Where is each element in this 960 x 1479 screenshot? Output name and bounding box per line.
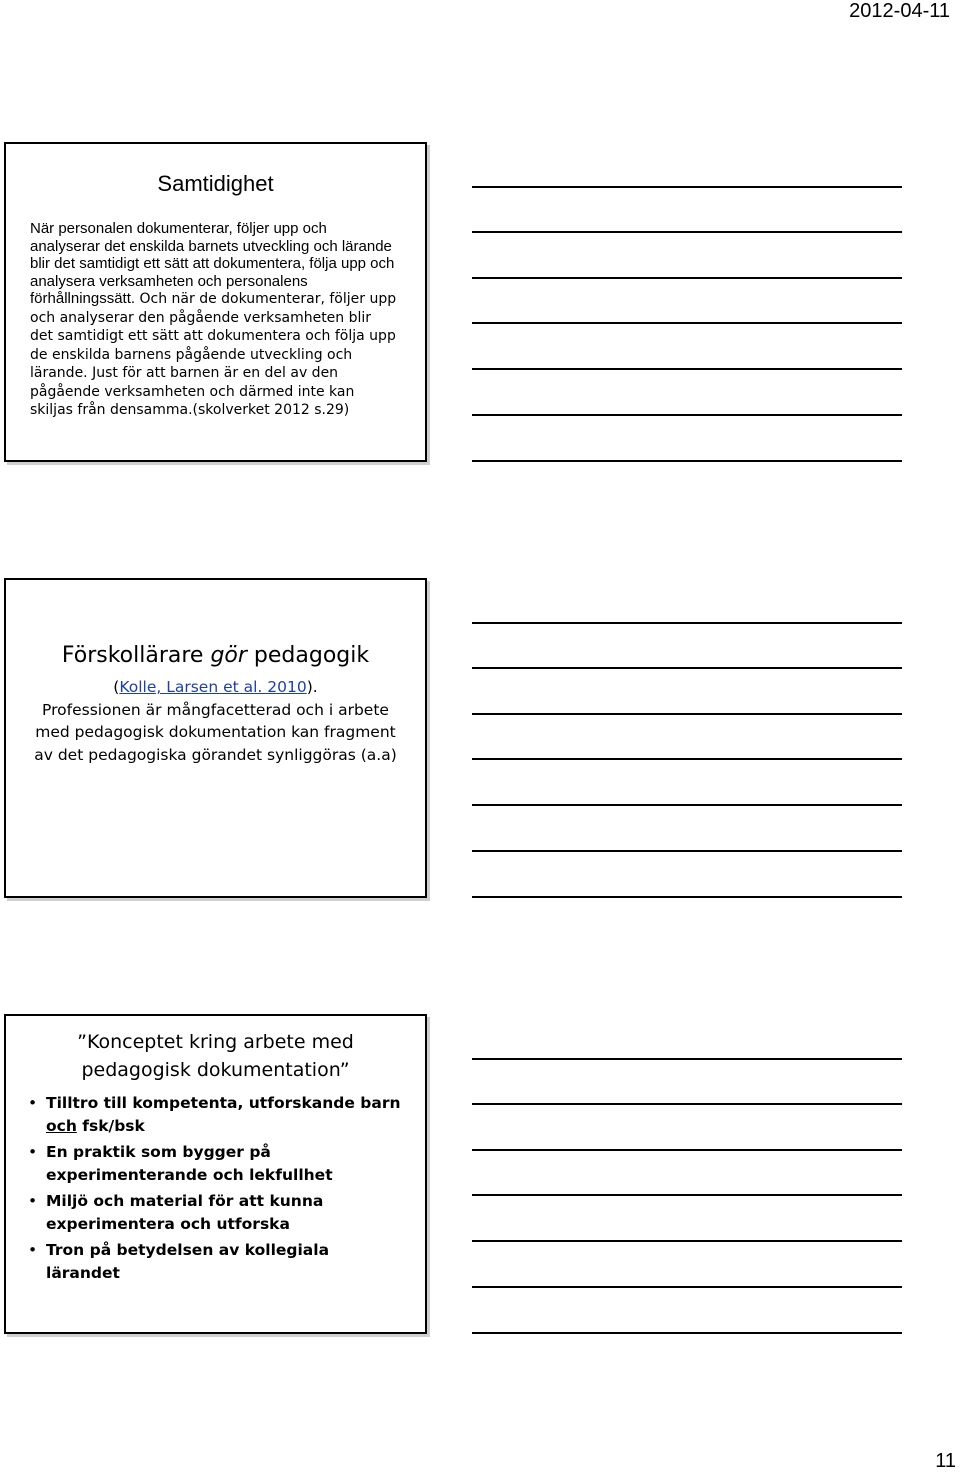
title-text-end: pedagogik: [246, 643, 370, 668]
note-line: [472, 1149, 902, 1151]
slide-body: [30, 220, 397, 420]
note-line: [472, 622, 902, 624]
note-line: [472, 1286, 902, 1288]
note-line: [472, 1240, 902, 1242]
note-line: [472, 1194, 902, 1196]
reference-line: [26, 676, 405, 699]
note-line: [472, 460, 902, 462]
list-item: [28, 1239, 405, 1284]
note-line: [472, 231, 902, 233]
ref-paren-close: ).: [306, 678, 318, 696]
note-line: [472, 414, 902, 416]
bullet-icon: •: [28, 1241, 38, 1259]
note-line: [472, 804, 902, 806]
ref-paren-open: (: [113, 678, 120, 696]
slide-body-text-part1: När personalen dokumenterar, följer upp och analyserar det enskilda barnets utveckling och lärande blir det samtidigt ett sätt att dokumentera, följa upp och analysera verksamheten och personalens förhållningssätt.: [30, 220, 395, 307]
note-line: [472, 277, 902, 279]
slide-samtidighet: [4, 142, 427, 462]
list-item: [28, 1141, 405, 1186]
list-item: [28, 1092, 405, 1137]
list-item-text: En praktik som bygger på experimenterande och lekfullhet: [46, 1143, 333, 1184]
list-item-underlined-text: och: [46, 1116, 77, 1135]
list-item-text-end: fsk/bsk: [76, 1116, 145, 1135]
slide-forskollarare-gor-pedagogik: [4, 578, 427, 898]
list-item-text: Tilltro till kompetenta, utforskande barn: [46, 1094, 401, 1112]
note-line: [472, 758, 902, 760]
note-line: [472, 667, 902, 669]
title-text: Förskollärare: [61, 643, 211, 668]
note-line: [472, 1332, 902, 1334]
header-date: 2012-04-11: [849, 0, 950, 22]
note-line: [472, 850, 902, 852]
slide-body-text-part2: Och när de dokumenterar, följer upp och analyserar den pågående verksamheten blir det samtidigt ett sätt att dokumentera och följa upp de enskilda barnens pågående utveckling och lärande. Just för att barnen är en del av den pågående verksamheten och därmed inte kan skiljas från densamma.(skolverket 2012 s.29): [30, 291, 397, 418]
note-line: [472, 896, 902, 898]
slide-body-text: Professionen är mångfacetterad och i arbete med pedagogisk dokumentation kan fragment av det pedagogiska görandet synliggöras (a.a): [34, 700, 397, 764]
slide-title: Samtidighet: [157, 171, 274, 196]
title-line-1: ”Konceptet kring arbete med: [77, 1031, 354, 1053]
slide-body: [26, 676, 405, 766]
slide-konceptet: [4, 1014, 427, 1334]
title-emphasis: gör: [210, 643, 247, 668]
title-line-2: pedagogisk dokumentation”: [81, 1059, 350, 1081]
slide-title: [6, 1028, 425, 1084]
list-item: [28, 1190, 405, 1235]
page-number: 11: [935, 1450, 956, 1472]
list-item-text: Tron på betydelsen av kollegiala lärandet: [46, 1241, 330, 1282]
list-item-text: Miljö och material för att kunna experimentera och utforska: [46, 1192, 324, 1233]
reference-link[interactable]: Kolle, Larsen et al. 2010: [119, 678, 307, 696]
note-line: [472, 1058, 902, 1060]
note-line: [472, 368, 902, 370]
bullet-icon: •: [28, 1143, 38, 1161]
slide-title: [6, 642, 425, 670]
bullet-list: [28, 1092, 405, 1288]
note-line: [472, 713, 902, 715]
bullet-icon: •: [28, 1192, 38, 1210]
note-line: [472, 186, 902, 188]
bullet-icon: •: [28, 1094, 38, 1112]
note-line: [472, 1103, 902, 1105]
note-line: [472, 322, 902, 324]
